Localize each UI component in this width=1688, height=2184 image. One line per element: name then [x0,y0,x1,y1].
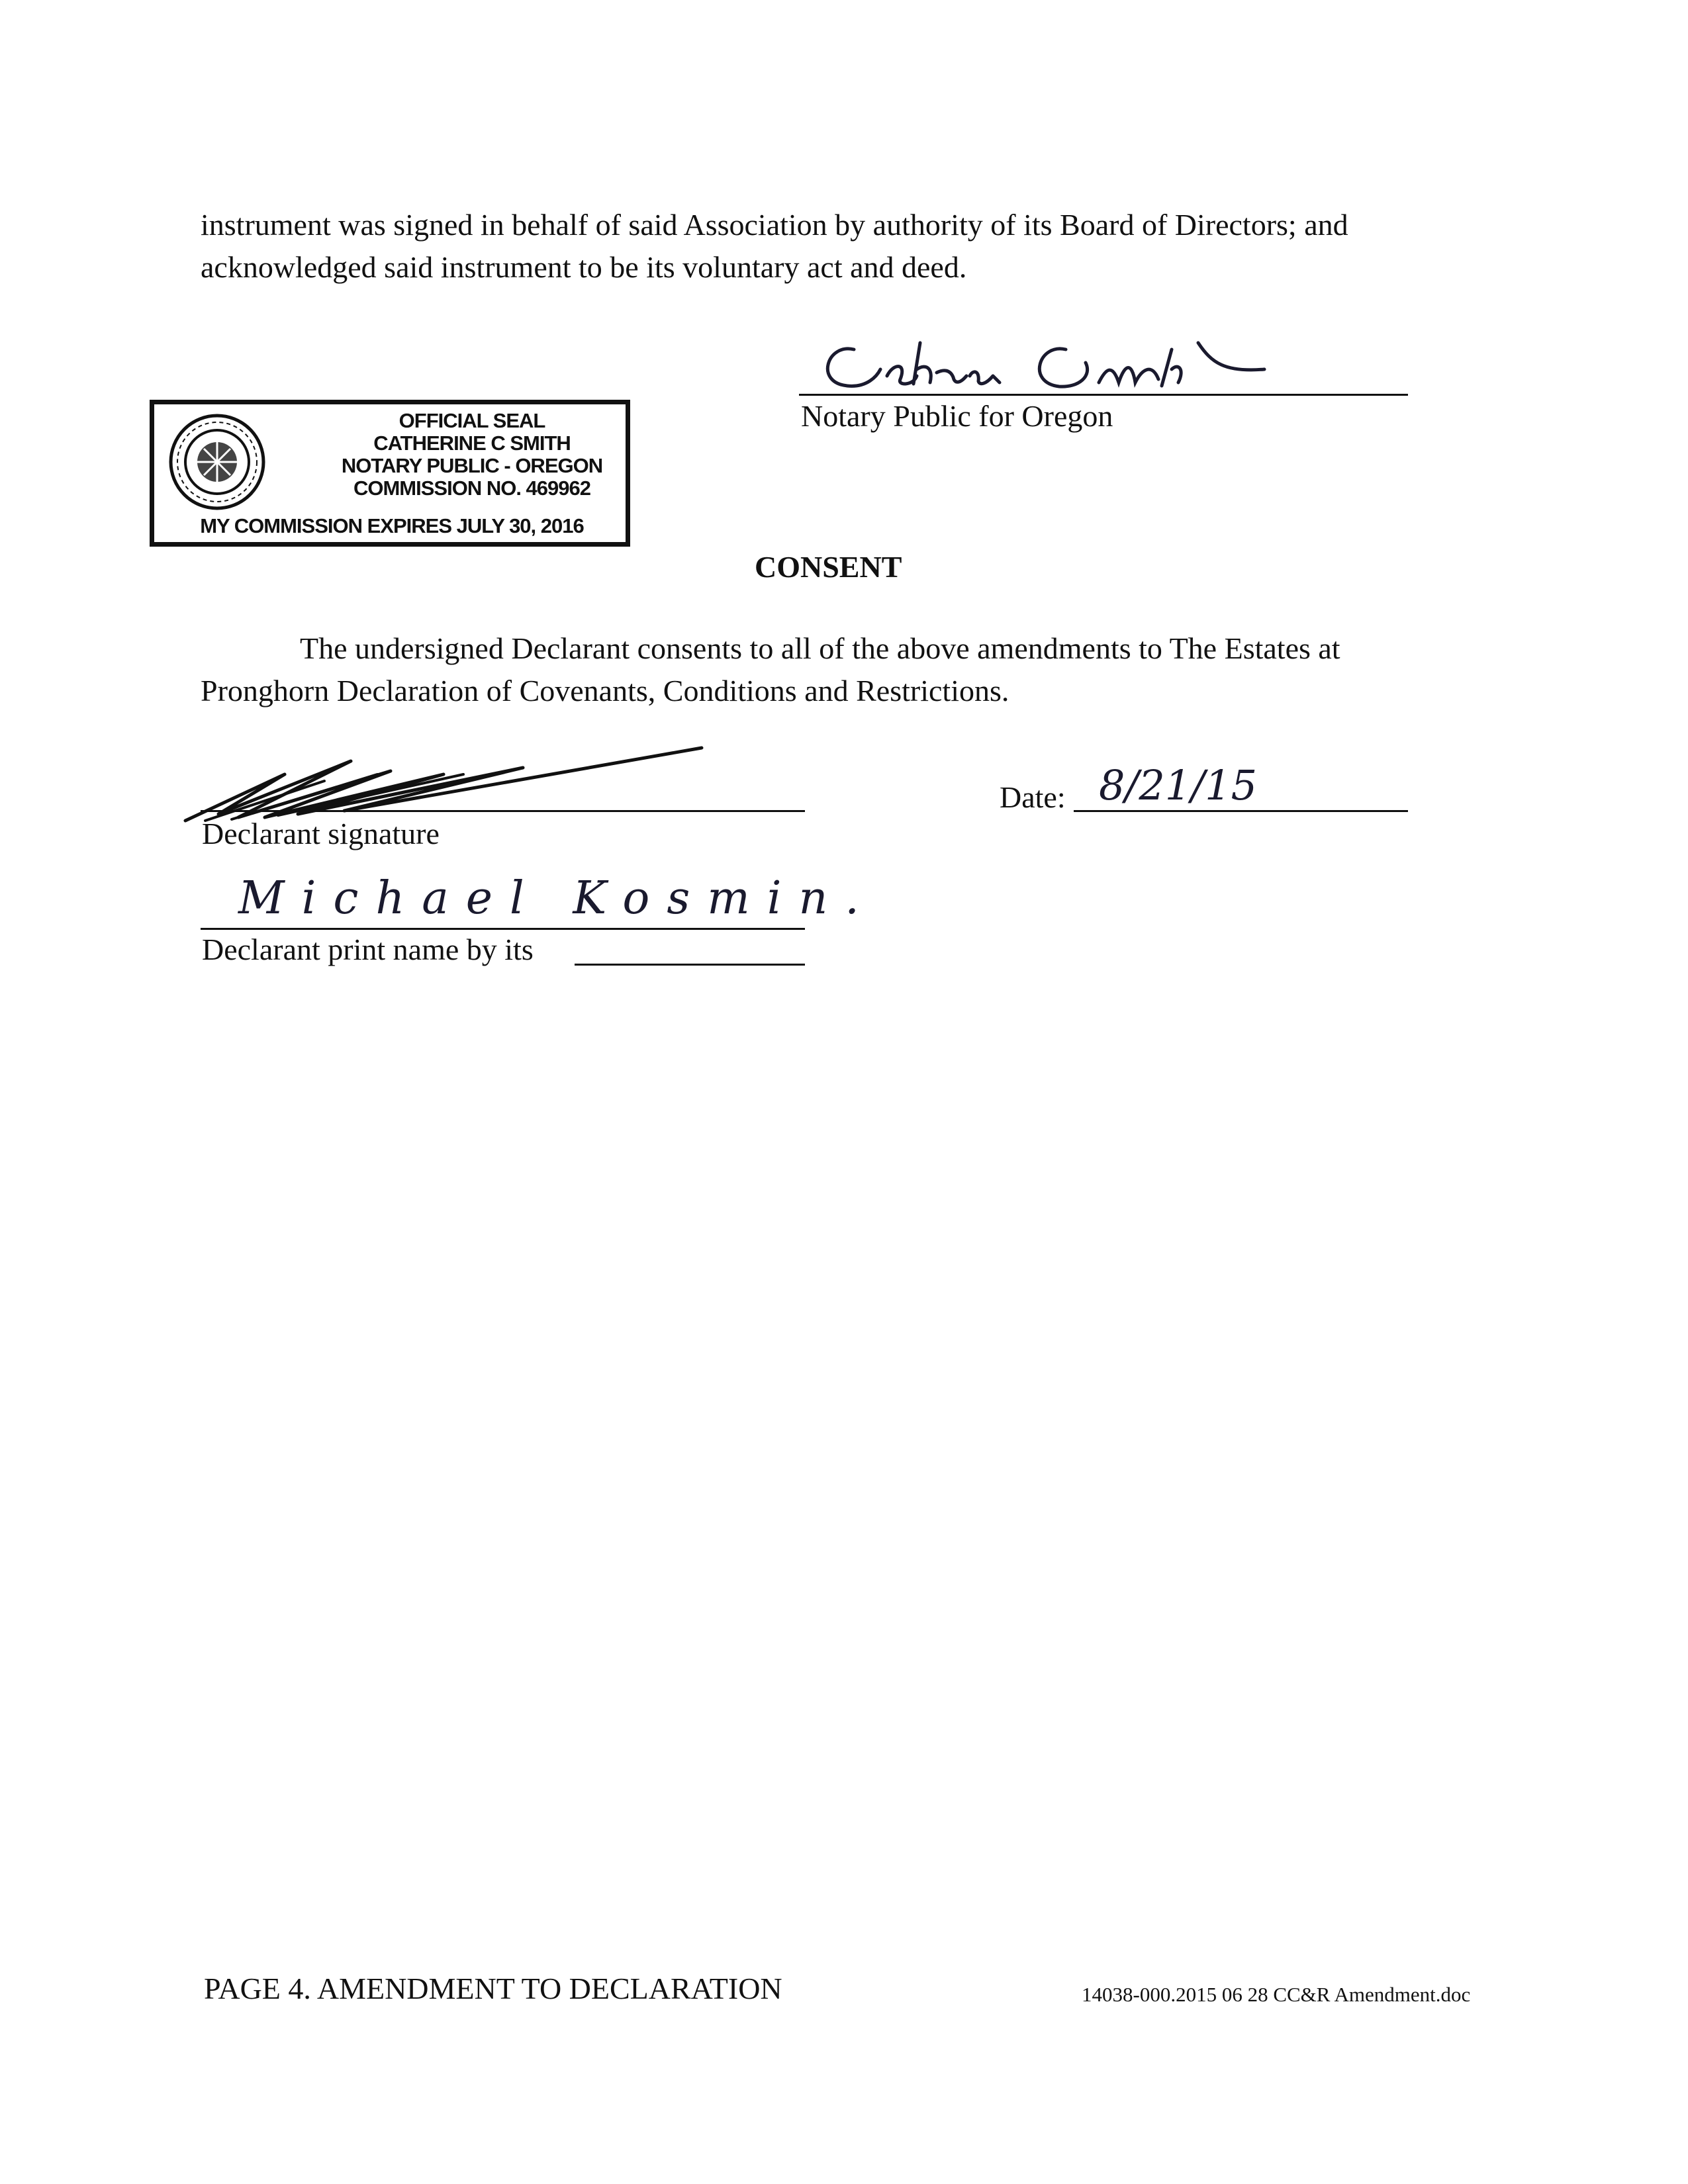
intro-line-1: instrument was signed in behalf of said Association by authority of its Board of Directors; and [201,208,1348,242]
declarant-print-name-handwritten: Michael Kosmin. [238,872,876,925]
declarant-signature-line [201,810,805,812]
intro-line-2: acknowledged said instrument to be its voluntary act and deed. [201,250,967,284]
notary-signature-scribble [801,323,1410,400]
seal-role: NOTARY PUBLIC - OREGON [341,454,603,477]
declarant-print-name-label: Declarant print name by its [202,933,534,966]
seal-name: CATHERINE C SMITH [373,432,571,455]
seal-text-block [326,410,618,500]
footer-document-id: 14038-000.2015 06 28 CC&R Amendment.doc [1082,1983,1471,2006]
notary-signature-line [799,394,1408,396]
consent-line-1: The undersigned Declarant consents to all of the above amendments to The Estates at [300,631,1340,665]
consent-line-2: Pronghorn Declaration of Covenants, Conditions and Restrictions. [201,674,1009,707]
consent-heading: CONSENT [755,550,902,584]
notary-caption: Notary Public for Oregon [801,399,1113,433]
declarant-signature-label: Declarant signature [202,817,440,850]
date-value: 8/21/15 [1099,761,1258,809]
declarant-print-name-by-line [575,964,805,966]
date-line [1074,810,1408,812]
oregon-state-seal-icon [167,412,267,512]
official-seal-stamp [150,400,630,547]
date-label: Date: [1000,780,1066,814]
footer-page-label: PAGE 4. AMENDMENT TO DECLARATION [204,1972,782,2005]
declarant-signature-scribble [179,735,708,827]
seal-expires: MY COMMISSION EXPIRES JULY 30, 2016 [200,514,584,537]
declarant-print-name-line [201,928,805,930]
seal-title: OFFICIAL SEAL [399,409,545,432]
consent-paragraph [201,627,1524,712]
notary-signature [801,323,1410,400]
seal-commission: COMMISSION NO. 469962 [353,477,590,500]
intro-paragraph [201,204,1524,289]
declarant-signature [179,735,708,827]
